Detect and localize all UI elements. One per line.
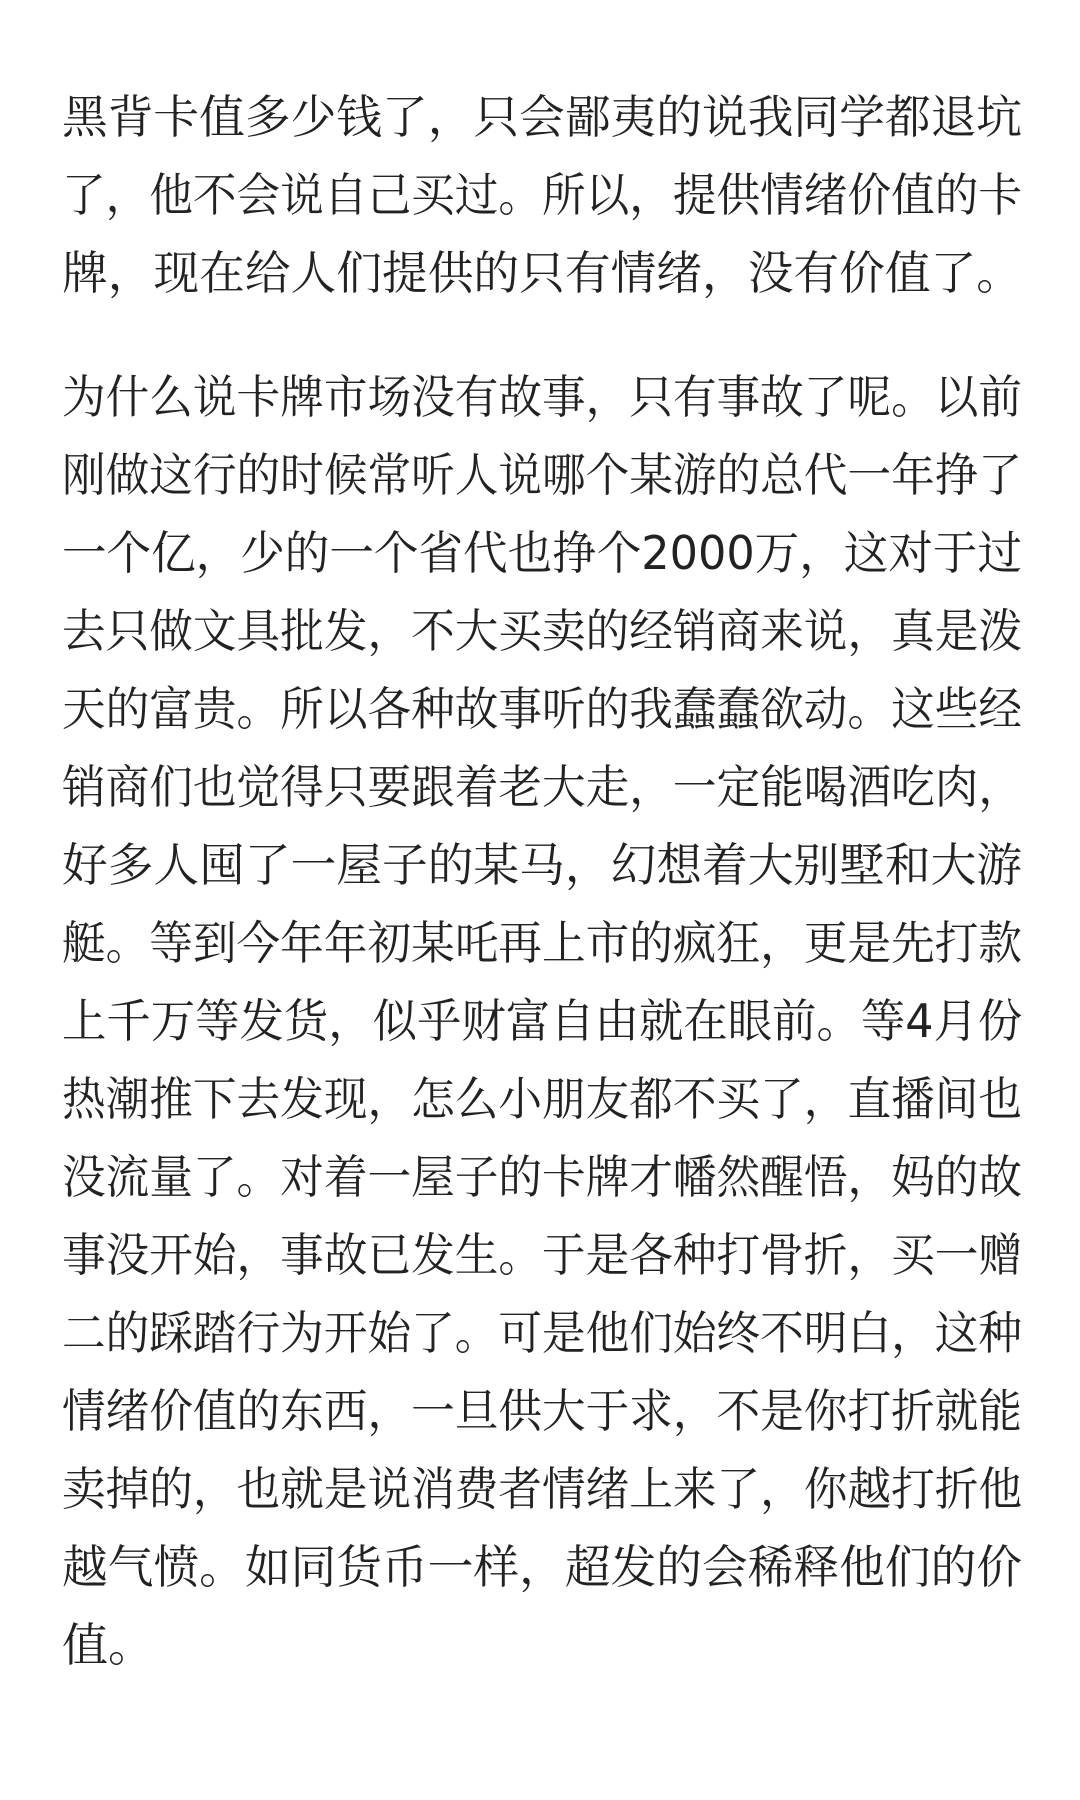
paragraph-2-line-2: 刚做这行的时候常听人说哪个某游的总代一年挣了 <box>62 448 1022 502</box>
paragraph-2-line-17: 值。 <box>62 1618 154 1672</box>
paragraph-2-line-12: 事没开始，事故已发生。于是各种打骨折，买一赠 <box>62 1228 1022 1282</box>
paragraph-2-line-5: 天的富贵。所以各种故事听的我蠢蠢欲动。这些经 <box>62 682 1022 736</box>
paragraph-2-line-9: 上千万等发货，似乎财富自由就在眼前。等4月份 <box>62 994 1023 1048</box>
paragraph-1-line-2: 了，他不会说自己买过。所以，提供情绪价值的卡 <box>62 168 1022 222</box>
paragraph-2-line-1: 为什么说卡牌市场没有故事，只有事故了呢。以前 <box>62 370 1022 424</box>
paragraph-2-line-16: 越气愤。如同货币一样，超发的会稀释他们的价 <box>62 1540 1023 1594</box>
paragraph-2-line-15: 卖掉的，也就是说消费者情绪上来了，你越打折他 <box>62 1462 1022 1516</box>
paragraph-2-line-7: 好多人囤了一屋子的某马，幻想着大别墅和大游 <box>62 838 1023 892</box>
paragraph-2-line-8: 艇。等到今年年初某吒再上市的疯狂，更是先打款 <box>62 916 1022 970</box>
paragraph-2-line-10: 热潮推下去发现，怎么小朋友都不买了，直播间也 <box>62 1072 1022 1126</box>
paragraph-1-line-1: 黑背卡值多少钱了，只会鄙夷的说我同学都退坑 <box>62 90 1023 144</box>
paragraph-2-line-13: 二的踩踏行为开始了。可是他们始终不明白，这种 <box>62 1306 1022 1360</box>
paragraph-1-line-3: 牌，现在给人们提供的只有情绪，没有价值了。 <box>62 246 1023 300</box>
paragraph-2-line-11: 没流量了。对着一屋子的卡牌才幡然醒悟，妈的故 <box>62 1150 1022 1204</box>
paragraph-2-line-6: 销商们也觉得只要跟着老大走，一定能喝酒吃肉， <box>62 760 1022 814</box>
paragraph-2-line-3: 一个亿，少的一个省代也挣个2000万，这对于过 <box>62 526 1023 580</box>
paragraph-2-line-14: 情绪价值的东西，一旦供大于求，不是你打折就能 <box>62 1384 1022 1438</box>
paragraph-2-line-4: 去只做文具批发，不大买卖的经销商来说，真是泼 <box>62 604 1022 658</box>
